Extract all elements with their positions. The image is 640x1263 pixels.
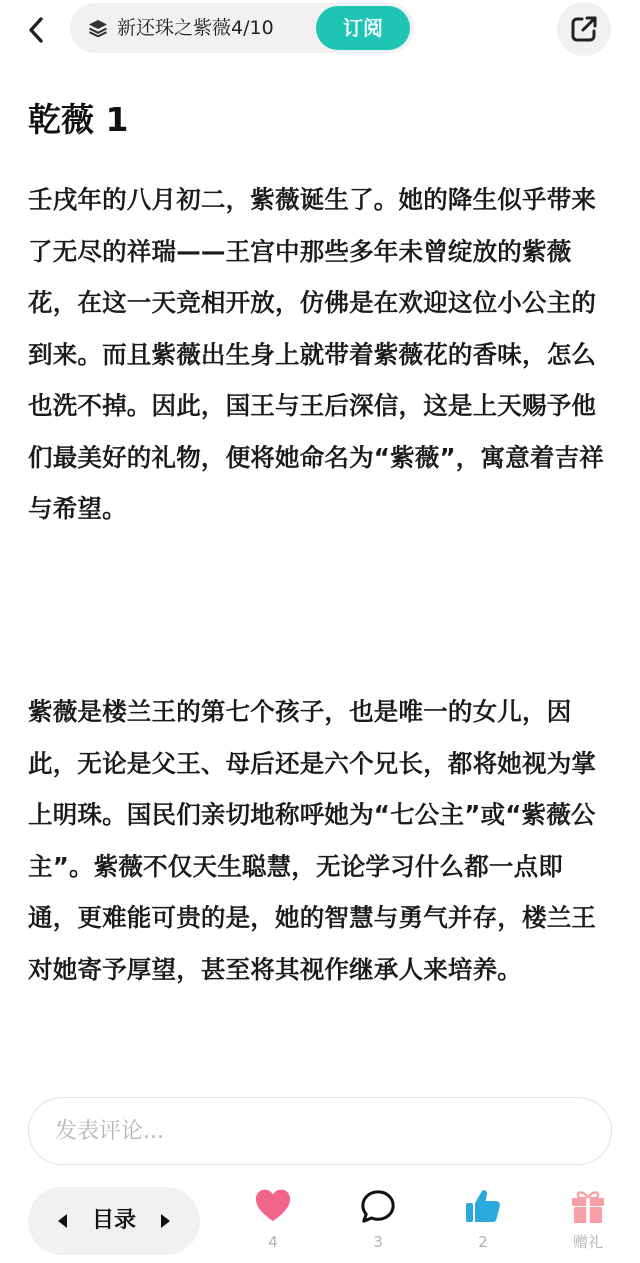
back-button[interactable] — [14, 8, 58, 52]
gift-icon — [570, 1188, 606, 1224]
thumbs-up-count: 2 — [478, 1233, 488, 1251]
chevron-left-icon — [25, 16, 47, 44]
thumbs-up-icon — [465, 1188, 501, 1224]
comment-button[interactable] — [348, 1188, 408, 1258]
subscribe-button[interactable]: 订阅 — [316, 6, 410, 50]
book-title: 新还珠之紫薇4/10 — [117, 17, 274, 39]
share-button[interactable] — [557, 2, 611, 56]
like-button[interactable] — [243, 1188, 303, 1258]
chapter-paragraph: 壬戌年的八月初二，紫薇诞生了。她的降生似乎带来了无尽的祥瑞——王宫中那些多年未曾绽放的紫薇花，在这一天竞相开放，仿佛是在欢迎这位小公主的到来。而且紫薇出生身上就带着紫薇花的香味，怎么也洗不掉。因此，国王与王后深信，这是上天赐予他们最美好的礼物，便将她命名为“紫薇”，寓意着吉祥与希望。 — [28, 185, 605, 523]
comment-input[interactable] — [28, 1097, 612, 1165]
heart-icon — [255, 1188, 291, 1224]
gift-button[interactable] — [558, 1188, 618, 1258]
toc-button[interactable]: 目录 — [91, 1208, 136, 1233]
caret-right-icon — [160, 1213, 172, 1229]
gift-label: 赠礼 — [572, 1233, 603, 1251]
previous-chapter-button[interactable] — [50, 1209, 74, 1233]
chapter-paragraph: 紫薇是楼兰王的第七个孩子，也是唯一的女儿，因此，无论是父王、母后还是六个兄长，都将她视为掌上明珠。国民们亲切地称呼她为“七公主”或“紫薇公主”。紫薇不仅天生聪慧，无论学习什么都一点即通，更难能可贵的是，她的智慧与勇气并存，楼兰王对她寄予厚望，甚至将其视作继承人来培养。 — [28, 697, 597, 984]
book-title-pill[interactable] — [70, 3, 414, 53]
next-chapter-button[interactable] — [154, 1209, 178, 1233]
share-icon — [569, 14, 599, 44]
like-count: 4 — [268, 1233, 278, 1251]
stack-icon — [88, 19, 108, 37]
speech-bubble-icon — [360, 1188, 396, 1226]
caret-left-icon — [56, 1213, 68, 1229]
thumbs-up-button[interactable] — [453, 1188, 513, 1258]
comment-count: 3 — [373, 1233, 383, 1251]
chapter-title: 乾薇 1 — [28, 100, 129, 139]
table-of-contents-nav — [28, 1187, 200, 1255]
